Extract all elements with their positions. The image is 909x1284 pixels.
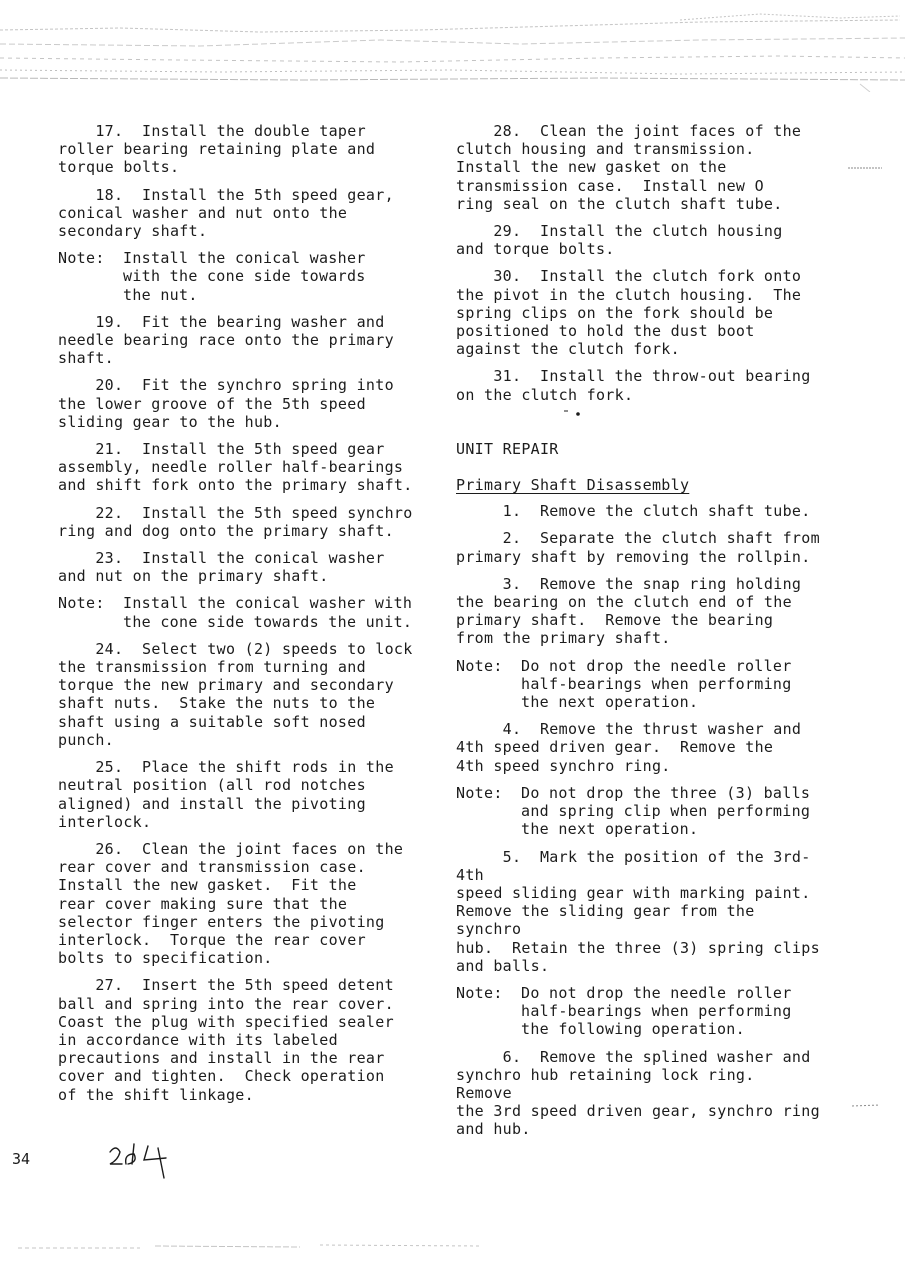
step-20: 20. Fit the synchro spring into the lower groove of the 5th speed sliding gear to the hub. <box>58 376 394 431</box>
note-conical-washer-unit <box>58 594 418 630</box>
section-heading-unit-repair: UNIT REPAIR <box>456 439 559 458</box>
note-label: Note: <box>58 594 105 613</box>
note-needle-roller-following <box>456 984 826 1039</box>
note-text: Do not drop the needle roller half-bearings when performing the following operation. <box>521 983 792 1039</box>
step-30: 30. Install the clutch fork onto the pivot in the clutch housing. The spring clips on the fork should be positioned to hold the dust boot against the clutch fork. <box>456 267 802 359</box>
note-label: Note: <box>456 783 503 802</box>
step-19: 19. Fit the bearing washer and needle bearing race onto the primary shaft. <box>58 312 394 368</box>
scan-noise-bottom <box>0 1230 909 1260</box>
repair-step-4: 4. Remove the thrust washer and 4th speed driven gear. Remove the 4th speed synchro ring. <box>456 720 802 775</box>
scan-speck <box>852 1100 882 1110</box>
note-needle-roller-next <box>456 657 826 712</box>
note-three-balls <box>456 784 826 839</box>
step-18: 18. Install the 5th speed gear, conical washer and nut onto the secondary shaft. <box>58 185 394 241</box>
repair-step-2: 2. Separate the clutch shaft from primary shaft by removing the rollpin. <box>456 529 820 566</box>
step-26: 26. Clean the joint faces on the rear cover and transmission case. Install the new gasket. Fit the rear cover making sure that the selector finger enters the pivoting interlock. Torque the rear cover bolts to specification. <box>58 839 404 968</box>
step-24: 24. Select two (2) speeds to lock the transmission from turning and torque the new primary and secondary shaft nuts. Stake the nuts to the shaft using a suitable soft nosed punch. <box>58 639 413 749</box>
note-text: Do not drop the three (3) balls and spring clip when performing the next operation. <box>521 783 811 839</box>
step-21: 21. Install the 5th speed gear assembly, needle roller half-bearings and shift fork onto the primary shaft. <box>58 440 413 495</box>
handwritten-note-264 <box>108 1140 188 1180</box>
step-31: 31. Install the throw-out bearing on the clutch fork. <box>456 367 811 404</box>
subsection-heading-primary-shaft: Primary Shaft Disassembly <box>456 476 690 495</box>
step-29: 29. Install the clutch housing and torque bolts. <box>456 222 783 259</box>
left-column <box>58 122 418 1113</box>
repair-step-5: 5. Mark the position of the 3rd-4th speed sliding gear with marking paint. Remove the sliding gear from the synchro hub. Retain the three (3) spring clips and balls. <box>456 847 820 975</box>
note-text: Install the conical washer with the cone side towards the unit. <box>123 594 413 631</box>
note-conical-washer-nut <box>58 249 418 304</box>
step-23: 23. Install the conical washer and nut on the primary shaft. <box>58 549 385 586</box>
step-28: 28. Clean the joint faces of the clutch housing and transmission. Install the new gasket on the transmission case. Install new O ring seal on the clutch shaft tube. <box>456 122 802 213</box>
note-label: Note: <box>456 656 503 675</box>
scan-speck <box>562 408 582 418</box>
right-column <box>456 122 826 1148</box>
note-text: Install the conical washer with the cone side towards the nut. <box>123 249 366 304</box>
step-27: 27. Insert the 5th speed detent ball and spring into the rear cover. Coast the plug with specified sealer in accordance with its labeled precautions and install in the rear cover and tighten. Check operation of the shift linkage. <box>58 976 394 1104</box>
repair-step-3: 3. Remove the snap ring holding the bearing on the clutch end of the primary shaft. Remove the bearing from the primary shaft. <box>456 574 802 648</box>
step-25: 25. Place the shift rods in the neutral position (all rod notches aligned) and install the pivoting interlock. <box>58 758 394 831</box>
repair-step-6: 6. Remove the splined washer and synchro hub retaining lock ring. Remove the 3rd speed driven gear, synchro ring and hub. <box>456 1047 820 1139</box>
note-label: Note: <box>456 983 503 1002</box>
scan-noise-top <box>0 0 909 92</box>
page-number: 34 <box>12 1150 31 1168</box>
repair-step-1: 1. Remove the clutch shaft tube. <box>456 502 811 521</box>
step-22: 22. Install the 5th speed synchro ring and dog onto the primary shaft. <box>58 503 413 540</box>
step-17: 17. Install the double taper roller bearing retaining plate and torque bolts. <box>58 122 376 177</box>
note-label: Note: <box>58 249 105 268</box>
note-text: Do not drop the needle roller half-bearings when performing the next operation. <box>521 656 792 712</box>
scan-speck <box>848 164 884 172</box>
